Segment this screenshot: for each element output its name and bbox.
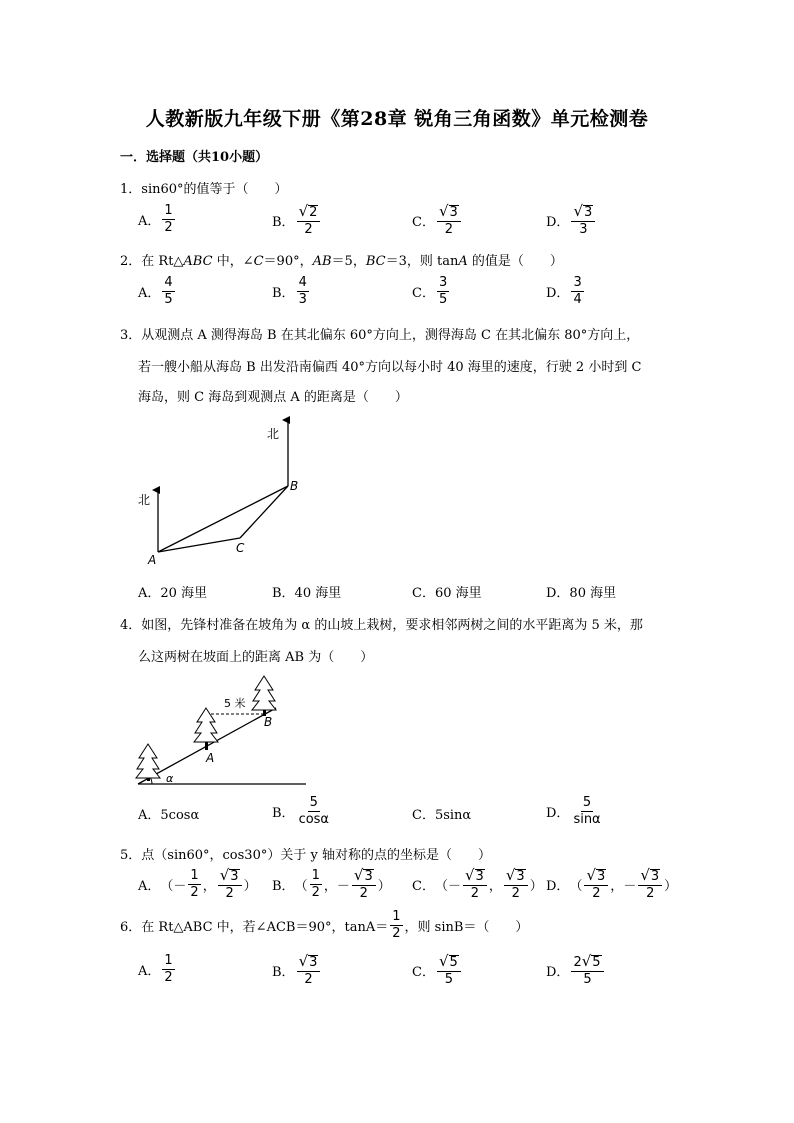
point-c-label: C <box>236 541 245 555</box>
q6-option-d[interactable] <box>546 954 606 987</box>
point-b-label: B <box>264 715 273 729</box>
radicand: 3 <box>584 205 593 220</box>
numerator <box>571 204 595 222</box>
q6-option-b[interactable] <box>272 954 322 987</box>
fraction: $\frac{1}{2}$ <box>392 909 401 941</box>
q6-option-a[interactable] <box>138 954 177 984</box>
q1-option-d[interactable] <box>546 204 597 237</box>
numerator: 5 <box>582 795 592 810</box>
fraction <box>571 276 583 306</box>
segment-ab <box>158 486 288 552</box>
fraction: √ 3 2 <box>504 868 528 901</box>
denominator: 2 <box>164 219 173 235</box>
q3-option-c[interactable]: C．60 海里 <box>412 586 482 601</box>
q4-option-c[interactable]: C．5sinα <box>412 808 472 823</box>
fraction <box>571 204 595 237</box>
q2-option-d[interactable] <box>546 276 586 306</box>
north-label-a: 北 <box>138 493 151 507</box>
q4-option-b[interactable] <box>272 796 333 826</box>
fraction <box>297 796 331 826</box>
option-label: A． <box>138 213 161 229</box>
option-label: B． <box>272 285 295 301</box>
radicand: 3 <box>449 205 458 220</box>
distance-label: 5 米 <box>224 697 246 710</box>
denominator: 5 <box>164 291 173 307</box>
q3-option-d[interactable]: D．80 海里 <box>546 586 617 601</box>
q5-option-c[interactable]: C． （ － √ 3 2 ， √ 3 2 ） <box>412 866 543 902</box>
sqrt: √ 2 <box>298 202 318 220</box>
q1-option-c[interactable] <box>412 204 463 237</box>
numerator: 4 <box>164 275 173 290</box>
q5-option-a[interactable]: A． （ － $\frac{1}{2}$ ， √ 3 2 ） <box>138 866 257 902</box>
option-label: D． <box>546 214 570 230</box>
segment-cb <box>240 486 288 538</box>
option-label: B． <box>272 964 295 980</box>
option-label: B． <box>272 214 295 230</box>
denominator: 2 <box>304 222 313 238</box>
fraction: √ 3 2 <box>463 868 487 901</box>
option-label: D． <box>546 964 570 980</box>
fraction <box>297 276 309 306</box>
q5-option-b[interactable]: B． （ $\frac{1}{2}$ ， － √ 3 2 ） <box>272 866 391 902</box>
fraction <box>437 276 449 306</box>
page-title: 人教新版九年级下册《第28章 锐角三角函数》单元检测卷 <box>145 108 649 130</box>
fraction <box>437 204 461 237</box>
denominator: 3 <box>298 291 307 307</box>
question-5-text: 5．点（sin60°，cos30°）关于 y 轴对称的点的坐标是（ ） <box>120 848 491 863</box>
fraction: √ 3 2 <box>352 868 376 901</box>
sqrt: √ 3 <box>573 202 593 220</box>
numerator: 3 <box>573 275 582 290</box>
numerator: 4 <box>298 275 307 290</box>
denominator: 5 <box>438 291 448 307</box>
tree-b <box>252 676 276 716</box>
q1-option-a[interactable] <box>138 204 177 234</box>
segment-ac <box>158 538 240 552</box>
option-label: C． <box>412 285 435 301</box>
q2-option-b[interactable] <box>272 276 311 306</box>
question-4-line-2: 么这两树在坡面上的距离 AB 为（ ） <box>138 650 374 665</box>
option-label: D． <box>546 805 570 821</box>
fraction: √ 3 2 <box>638 868 662 901</box>
q1-option-b[interactable] <box>272 204 322 237</box>
fraction: √ 3 2 <box>297 954 321 987</box>
denominator: cosα <box>298 811 330 827</box>
section-heading: 一．选择题（共10小题） <box>120 150 269 165</box>
fraction <box>162 276 174 306</box>
alpha-label: α <box>166 772 174 785</box>
fraction <box>162 204 174 234</box>
fraction: √ 5 5 <box>437 954 461 987</box>
fraction <box>571 796 602 826</box>
numerator <box>437 204 461 222</box>
sqrt: √ 3 <box>438 202 458 220</box>
fraction: √ 3 2 <box>218 868 242 901</box>
question-6-text: 6．在 Rt△ABC 中，若∠ACB＝90°，tanA＝ $\frac{1}{2}$ ，则 sinB＝（ ） <box>120 909 529 941</box>
denominator: sinα <box>573 811 601 827</box>
q2-option-c[interactable] <box>412 276 451 306</box>
question-3-line-3: 海岛，则 C 海岛到观测点 A 的距离是（ ） <box>138 390 408 405</box>
numerator <box>297 204 321 222</box>
fraction <box>297 204 321 237</box>
question-1-text: 1．sin60°的值等于（ ） <box>120 182 288 197</box>
denominator: 3 <box>579 222 588 238</box>
q4-option-d[interactable] <box>546 796 605 826</box>
q3-option-b[interactable]: B．40 海里 <box>272 586 342 601</box>
numerator: 3 <box>438 275 448 290</box>
fraction: $\frac{1}{2}$ <box>190 868 199 900</box>
radicand: 2 <box>309 205 318 220</box>
q3-diagram <box>130 412 320 572</box>
fraction: $\frac{1}{2}$ <box>311 868 320 900</box>
fraction: $\frac{1}{2}$ <box>164 953 173 985</box>
north-label-b: 北 <box>267 427 280 441</box>
tree-left <box>136 744 160 781</box>
question-2-text: 2．在 Rt△ABC 中，∠C＝90°，AB＝5，BC＝3，则 tanA 的值是（ ） <box>120 254 563 269</box>
option-label: A． <box>138 285 161 301</box>
point-b-label: B <box>290 479 299 493</box>
denominator: 2 <box>444 222 454 238</box>
option-label: B． <box>272 805 295 821</box>
question-3-line-1: 3．从观测点 A 测得海岛 B 在其北偏东 60°方向上，测得海岛 C 在其北偏东 80°方向上， <box>120 328 640 343</box>
q2-option-a[interactable] <box>138 276 177 306</box>
option-label: C． <box>412 214 435 230</box>
denominator: 4 <box>573 291 582 307</box>
option-label: C． <box>412 964 435 980</box>
option-label: D． <box>546 285 570 301</box>
tree-a <box>194 708 218 750</box>
question-3-line-2: 若一艘小船从海岛 B 出发沿南偏西 40°方向以每小时 40 海里的速度，行驶 2 小时到 C <box>138 360 642 375</box>
q4-diagram <box>130 672 320 792</box>
numerator: 1 <box>164 203 173 218</box>
fraction: 2 √ 5 5 <box>571 954 603 987</box>
point-a-label: A <box>148 553 157 567</box>
q4-option-a[interactable]: A．5cosα <box>138 808 200 823</box>
numerator: 5 <box>309 795 318 810</box>
q5-option-d[interactable]: D． （ √ 3 2 ， － √ 3 2 ） <box>546 866 678 902</box>
option-label: A． <box>138 963 161 979</box>
fraction: √ 3 2 <box>584 868 608 901</box>
q6-option-c[interactable] <box>412 954 463 987</box>
q3-option-a[interactable]: A．20 海里 <box>138 586 208 601</box>
point-a-label: A <box>206 751 215 765</box>
question-4-line-1: 4．如图，先锋村准备在坡角为 α 的山坡上栽树，要求相邻两树之间的水平距离为 5 米，那 <box>120 618 643 633</box>
